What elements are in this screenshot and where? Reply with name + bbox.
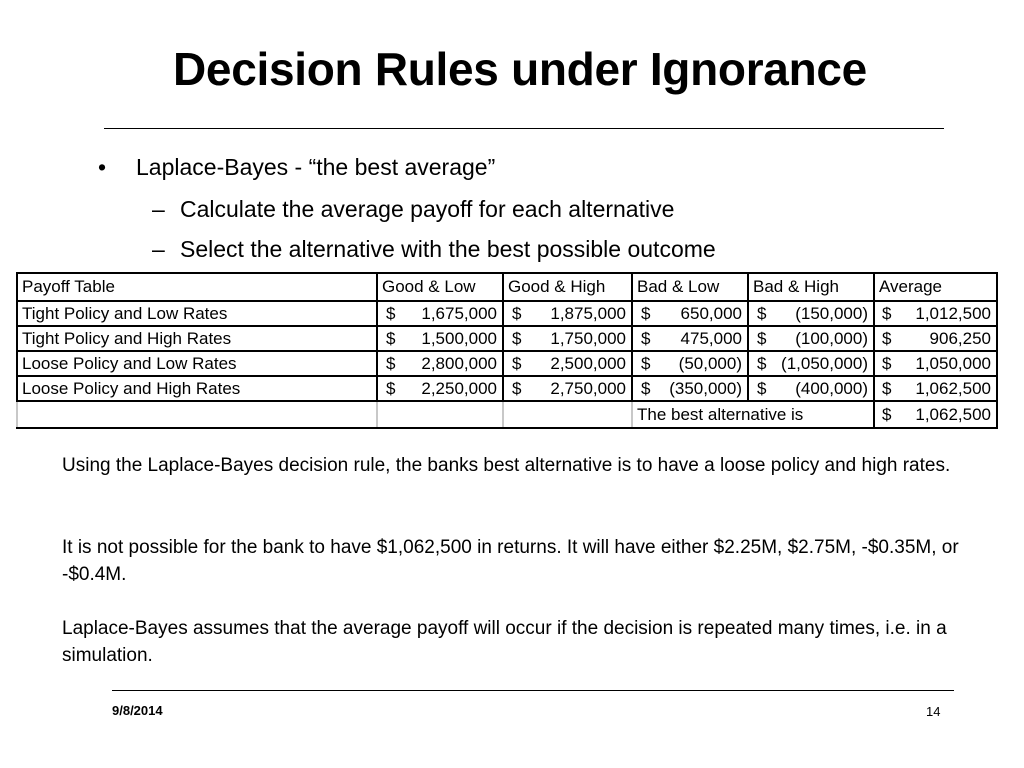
returns-paragraph: It is not possible for the bank to have $1,062,500 in returns. It will have either $2.25M, $2.75M, -$0.35M, or -$0.4M. [62, 537, 959, 585]
payoff-cell [632, 326, 748, 351]
payoff-cell [874, 376, 997, 401]
payoff-value: (100,000) [795, 328, 868, 348]
row-label: Loose Policy and Low Rates [17, 351, 377, 376]
payoff-cell [748, 326, 874, 351]
currency-symbol: $ [386, 303, 396, 323]
currency-symbol: $ [512, 328, 522, 348]
payoff-table [16, 272, 998, 429]
payoff-value: 1,675,000 [421, 303, 497, 323]
currency-symbol: $ [882, 404, 892, 424]
sub-bullet-marker: – [152, 236, 165, 262]
currency-symbol: $ [386, 328, 396, 348]
page-number: 14 [926, 704, 941, 719]
title-divider [104, 128, 944, 129]
currency-symbol: $ [512, 303, 522, 323]
payoff-value: 906,250 [929, 328, 991, 348]
sub-bullet-text: Select the alternative with the best possible outcome [180, 236, 716, 262]
column-header: Bad & High [748, 273, 874, 301]
payoff-cell [503, 326, 632, 351]
currency-symbol: $ [882, 378, 892, 398]
column-header: Bad & Low [632, 273, 748, 301]
currency-symbol: $ [882, 303, 892, 323]
currency-symbol: $ [882, 328, 892, 348]
currency-symbol: $ [757, 378, 767, 398]
payoff-cell [503, 376, 632, 401]
assumption-paragraph: Laplace-Bayes assumes that the average payoff will occur if the decision is repeated many times, i.e. in a simulation. [62, 618, 947, 666]
column-header: Good & Low [377, 273, 503, 301]
payoff-value: 1,875,000 [550, 303, 626, 323]
currency-symbol: $ [512, 353, 522, 373]
sub-bullet-text: Calculate the average payoff for each alternative [180, 196, 675, 222]
sub-bullet-select [152, 236, 716, 264]
currency-symbol: $ [757, 353, 767, 373]
currency-symbol: $ [641, 378, 651, 398]
table-row [17, 301, 997, 326]
currency-symbol: $ [641, 328, 651, 348]
slide-title: Decision Rules under Ignorance [173, 43, 867, 95]
table-header-row [17, 273, 997, 301]
payoff-value: 2,500,000 [550, 353, 626, 373]
payoff-cell [377, 351, 503, 376]
footer-date: 9/8/2014 [112, 703, 163, 718]
row-label: Tight Policy and High Rates [17, 326, 377, 351]
payoff-value: (350,000) [669, 378, 742, 398]
payoff-value: 2,750,000 [550, 378, 626, 398]
payoff-value: 475,000 [680, 328, 742, 348]
payoff-value: (1,050,000) [781, 353, 868, 373]
payoff-value: 1,062,500 [915, 378, 991, 398]
best-alternative-value [874, 401, 997, 428]
sub-bullet-marker: – [152, 196, 165, 222]
payoff-value: 1,012,500 [915, 303, 991, 323]
row-label: Tight Policy and Low Rates [17, 301, 377, 326]
payoff-cell [632, 351, 748, 376]
row-label: Loose Policy and High Rates [17, 376, 377, 401]
payoff-cell [874, 301, 997, 326]
payoff-cell [377, 376, 503, 401]
best-alternative-label: The best alternative is [632, 401, 874, 428]
payoff-value: 1,750,000 [550, 328, 626, 348]
conclusion-paragraph: Using the Laplace-Bayes decision rule, the banks best alternative is to have a loose policy and high rates. [62, 455, 951, 476]
payoff-value: 1,050,000 [915, 353, 991, 373]
table-row [17, 376, 997, 401]
payoff-cell [748, 351, 874, 376]
bullet-text: Laplace-Bayes - “the best average” [136, 154, 496, 180]
bullet-marker: • [98, 154, 107, 180]
sub-bullet-calculate [152, 196, 674, 224]
payoff-cell [377, 301, 503, 326]
payoff-cell [503, 301, 632, 326]
table-row [17, 326, 997, 351]
payoff-cell [377, 326, 503, 351]
payoff-value: 2,800,000 [421, 353, 497, 373]
bullet-laplace-bayes [98, 154, 495, 182]
payoff-cell [632, 301, 748, 326]
payoff-value: 650,000 [680, 303, 742, 323]
currency-symbol: $ [882, 353, 892, 373]
currency-symbol: $ [757, 328, 767, 348]
column-header: Payoff Table [17, 273, 377, 301]
currency-symbol: $ [641, 303, 651, 323]
payoff-cell [748, 376, 874, 401]
payoff-value: 1,500,000 [421, 328, 497, 348]
payoff-cell [748, 301, 874, 326]
footer-divider [112, 690, 954, 691]
payoff-value: (50,000) [678, 353, 742, 373]
currency-symbol: $ [512, 378, 522, 398]
payoff-cell [503, 351, 632, 376]
payoff-value: 2,250,000 [421, 378, 497, 398]
currency-symbol: $ [641, 353, 651, 373]
payoff-cell [874, 351, 997, 376]
best-alternative-row [17, 401, 997, 428]
empty-cell [377, 401, 503, 428]
column-header: Average [874, 273, 997, 301]
empty-cell [503, 401, 632, 428]
currency-symbol: $ [757, 303, 767, 323]
payoff-value: (150,000) [795, 303, 868, 323]
currency-symbol: $ [386, 353, 396, 373]
column-header: Good & High [503, 273, 632, 301]
payoff-cell [632, 376, 748, 401]
payoff-value: (400,000) [795, 378, 868, 398]
empty-cell [17, 401, 377, 428]
payoff-cell [874, 326, 997, 351]
payoff-value: 1,062,500 [915, 404, 991, 424]
table-row [17, 351, 997, 376]
currency-symbol: $ [386, 378, 396, 398]
